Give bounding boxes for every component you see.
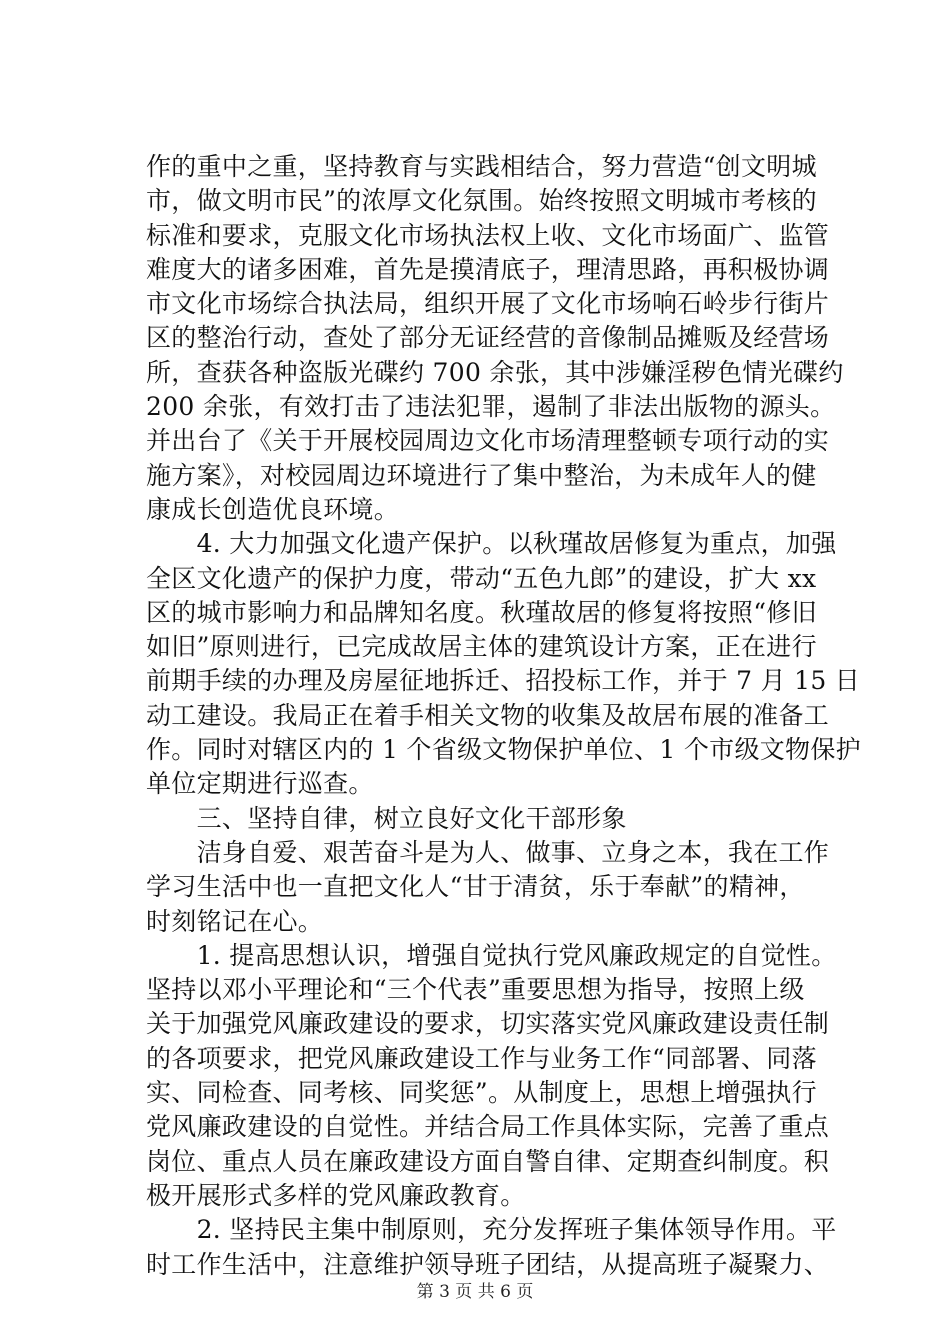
text-line: 极开展形式多样的党风廉政教育。 <box>146 1180 526 1210</box>
text-line: 作的重中之重，坚持教育与实践相结合，努力营造“创文明城 <box>146 152 817 181</box>
text-line: 4. 大力加强文化遗产保护。以秋瑾故居修复为重点，加强 <box>146 529 837 559</box>
text-line: 学习生活中也一直把文化人“甘于清贫，乐于奉献”的精神， <box>146 872 805 902</box>
text-line: 市文化市场综合执法局，组织开展了文化市场响石岭步行街片 <box>146 289 830 319</box>
text-line: 如旧”原则进行，已完成故居主体的建筑设计方案，正在进行 <box>146 632 817 662</box>
text-line: 难度大的诸多困难，首先是摸清底子，理清思路，再积极协调 <box>146 254 830 284</box>
text-line: 并出台了《关于开展校园周边文化市场清理整顿专项行动的实 <box>146 426 830 456</box>
text-line: 单位定期进行巡查。 <box>146 769 374 799</box>
text-line: 前期手续的办理及房屋征地拆迁、招投标工作，并于 7 月 15 日 <box>146 666 861 696</box>
text-line: 施方案》，对校园周边环境进行了集中整治，为未成年人的健 <box>146 460 817 490</box>
text-line: 岗位、重点人员在廉政建设方面自警自律、定期查纠制度。积 <box>146 1146 830 1176</box>
text-line: 康成长创造优良环境。 <box>146 494 400 524</box>
text-line: 洁身自爱、艰苦奋斗是为人、做事、立身之本，我在工作 <box>146 837 830 867</box>
text-line: 时工作生活中，注意维护领导班子团结，从提高班子凝聚力、 <box>146 1249 830 1279</box>
text-line: 所，查获各种盗版光碟约 700 余张，其中涉嫌淫秽色情光碟约 <box>146 357 844 387</box>
text-line: 全区文化遗产的保护力度，带动“五色九郎”的建设，扩大 xx <box>146 563 817 593</box>
text-line: 区的城市影响力和品牌知名度。秋瑾故居的修复将按照“修旧 <box>146 597 817 627</box>
text-line: 党风廉政建设的自觉性。并结合局工作具体实际，完善了重点 <box>146 1112 830 1142</box>
text-line: 时刻铭记在心。 <box>146 906 324 936</box>
text-line: 的各项要求，把党风廉政建设工作与业务工作“同部署、同落 <box>146 1043 817 1073</box>
text-line: 200 余张，有效打击了违法犯罪，遏制了非法出版物的源头。 <box>146 392 836 422</box>
text-line: 实、同检查、同考核、同奖惩”。从制度上，思想上增强执行 <box>146 1078 817 1108</box>
text-line: 动工建设。我局正在着手相关文物的收集及故居布展的准备工 <box>146 700 830 730</box>
text-line: 市，做文明市民”的浓厚文化氛围。始终按照文明城市考核的 <box>146 186 817 216</box>
text-line: 坚持以邓小平理论和“三个代表”重要思想为指导，按照上级 <box>146 975 805 1005</box>
text-line: 2. 坚持民主集中制原则，充分发挥班子集体领导作用。平 <box>146 1215 837 1245</box>
body-text <box>146 150 861 1282</box>
text-line: 关于加强党风廉政建设的要求，切实落实党风廉政建设责任制 <box>146 1009 830 1039</box>
text-line: 标准和要求，克服文化市场执法权上收、文化市场面广、监管 <box>146 220 830 250</box>
text-line: 作。同时对辖区内的 1 个省级文物保护单位、1 个市级文物保护 <box>146 735 861 765</box>
text-line: 1. 提高思想认识，增强自觉执行党风廉政规定的自觉性。 <box>146 940 837 970</box>
page-footer: 第 3 页 共 6 页 <box>416 1282 534 1302</box>
text-line: 区的整治行动，查处了部分无证经营的音像制品摊贩及经营场 <box>146 323 830 353</box>
section-heading: 三、坚持自律，树立良好文化干部形象 <box>146 803 627 833</box>
